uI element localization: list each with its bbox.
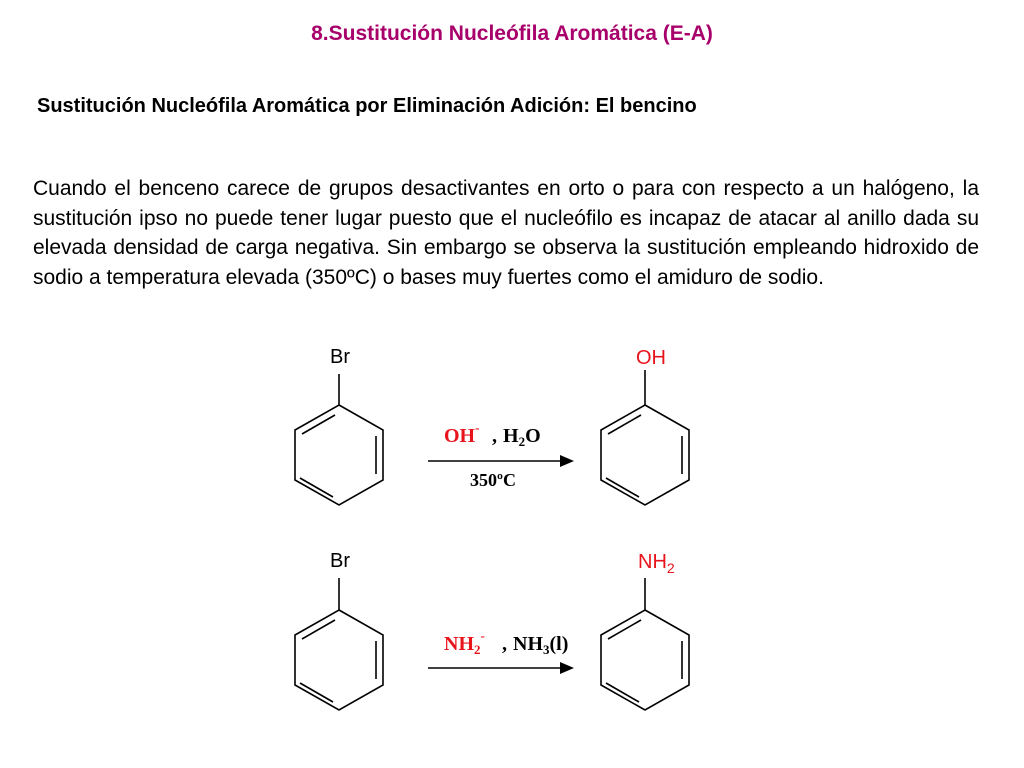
product-group-label-1: OH (636, 347, 666, 369)
bromobenzene-structure-2 (295, 578, 383, 710)
reactant-group-label-1: Br (330, 346, 350, 368)
product-group-label-2: $NH_2$ (638, 551, 675, 576)
solvent-label-1: , $H_2O$ (492, 425, 541, 449)
reactant-group-label-2: Br (330, 550, 350, 572)
aniline-structure (601, 578, 689, 710)
reaction-arrow-2 (428, 662, 574, 674)
phenol-structure (601, 370, 689, 505)
condition-label-1: 350ºC (470, 470, 516, 490)
slide-title: 8.Sustitución Nucleófila Aromática (E-A) (311, 22, 713, 45)
body-paragraph: Cuando el benceno carece de grupos desactivantes en orto o para con respecto a un halógeno, la sustitución ipso no puede tener lugar puesto que el nucleófilo es incapaz de atacar al anillo dada su elevada densidad de carga negativa. Sin embargo se observa la sustitución empleando hidroxido de sodio a temperatura elevada (350ºC) o bases muy fuertes como el amiduro de sodio. (33, 177, 979, 289)
reagent-label-1: OH- (444, 420, 480, 447)
reaction-arrow-1 (428, 455, 574, 467)
reagent-label-2: $NH_2^-$ (444, 628, 485, 657)
solvent-label-2: , $NH_3(l)$ (502, 633, 569, 657)
slide-subtitle: Sustitución Nucleófila Aromática por Eliminación Adición: El bencino (37, 95, 697, 117)
bromobenzene-structure-1 (295, 374, 383, 505)
